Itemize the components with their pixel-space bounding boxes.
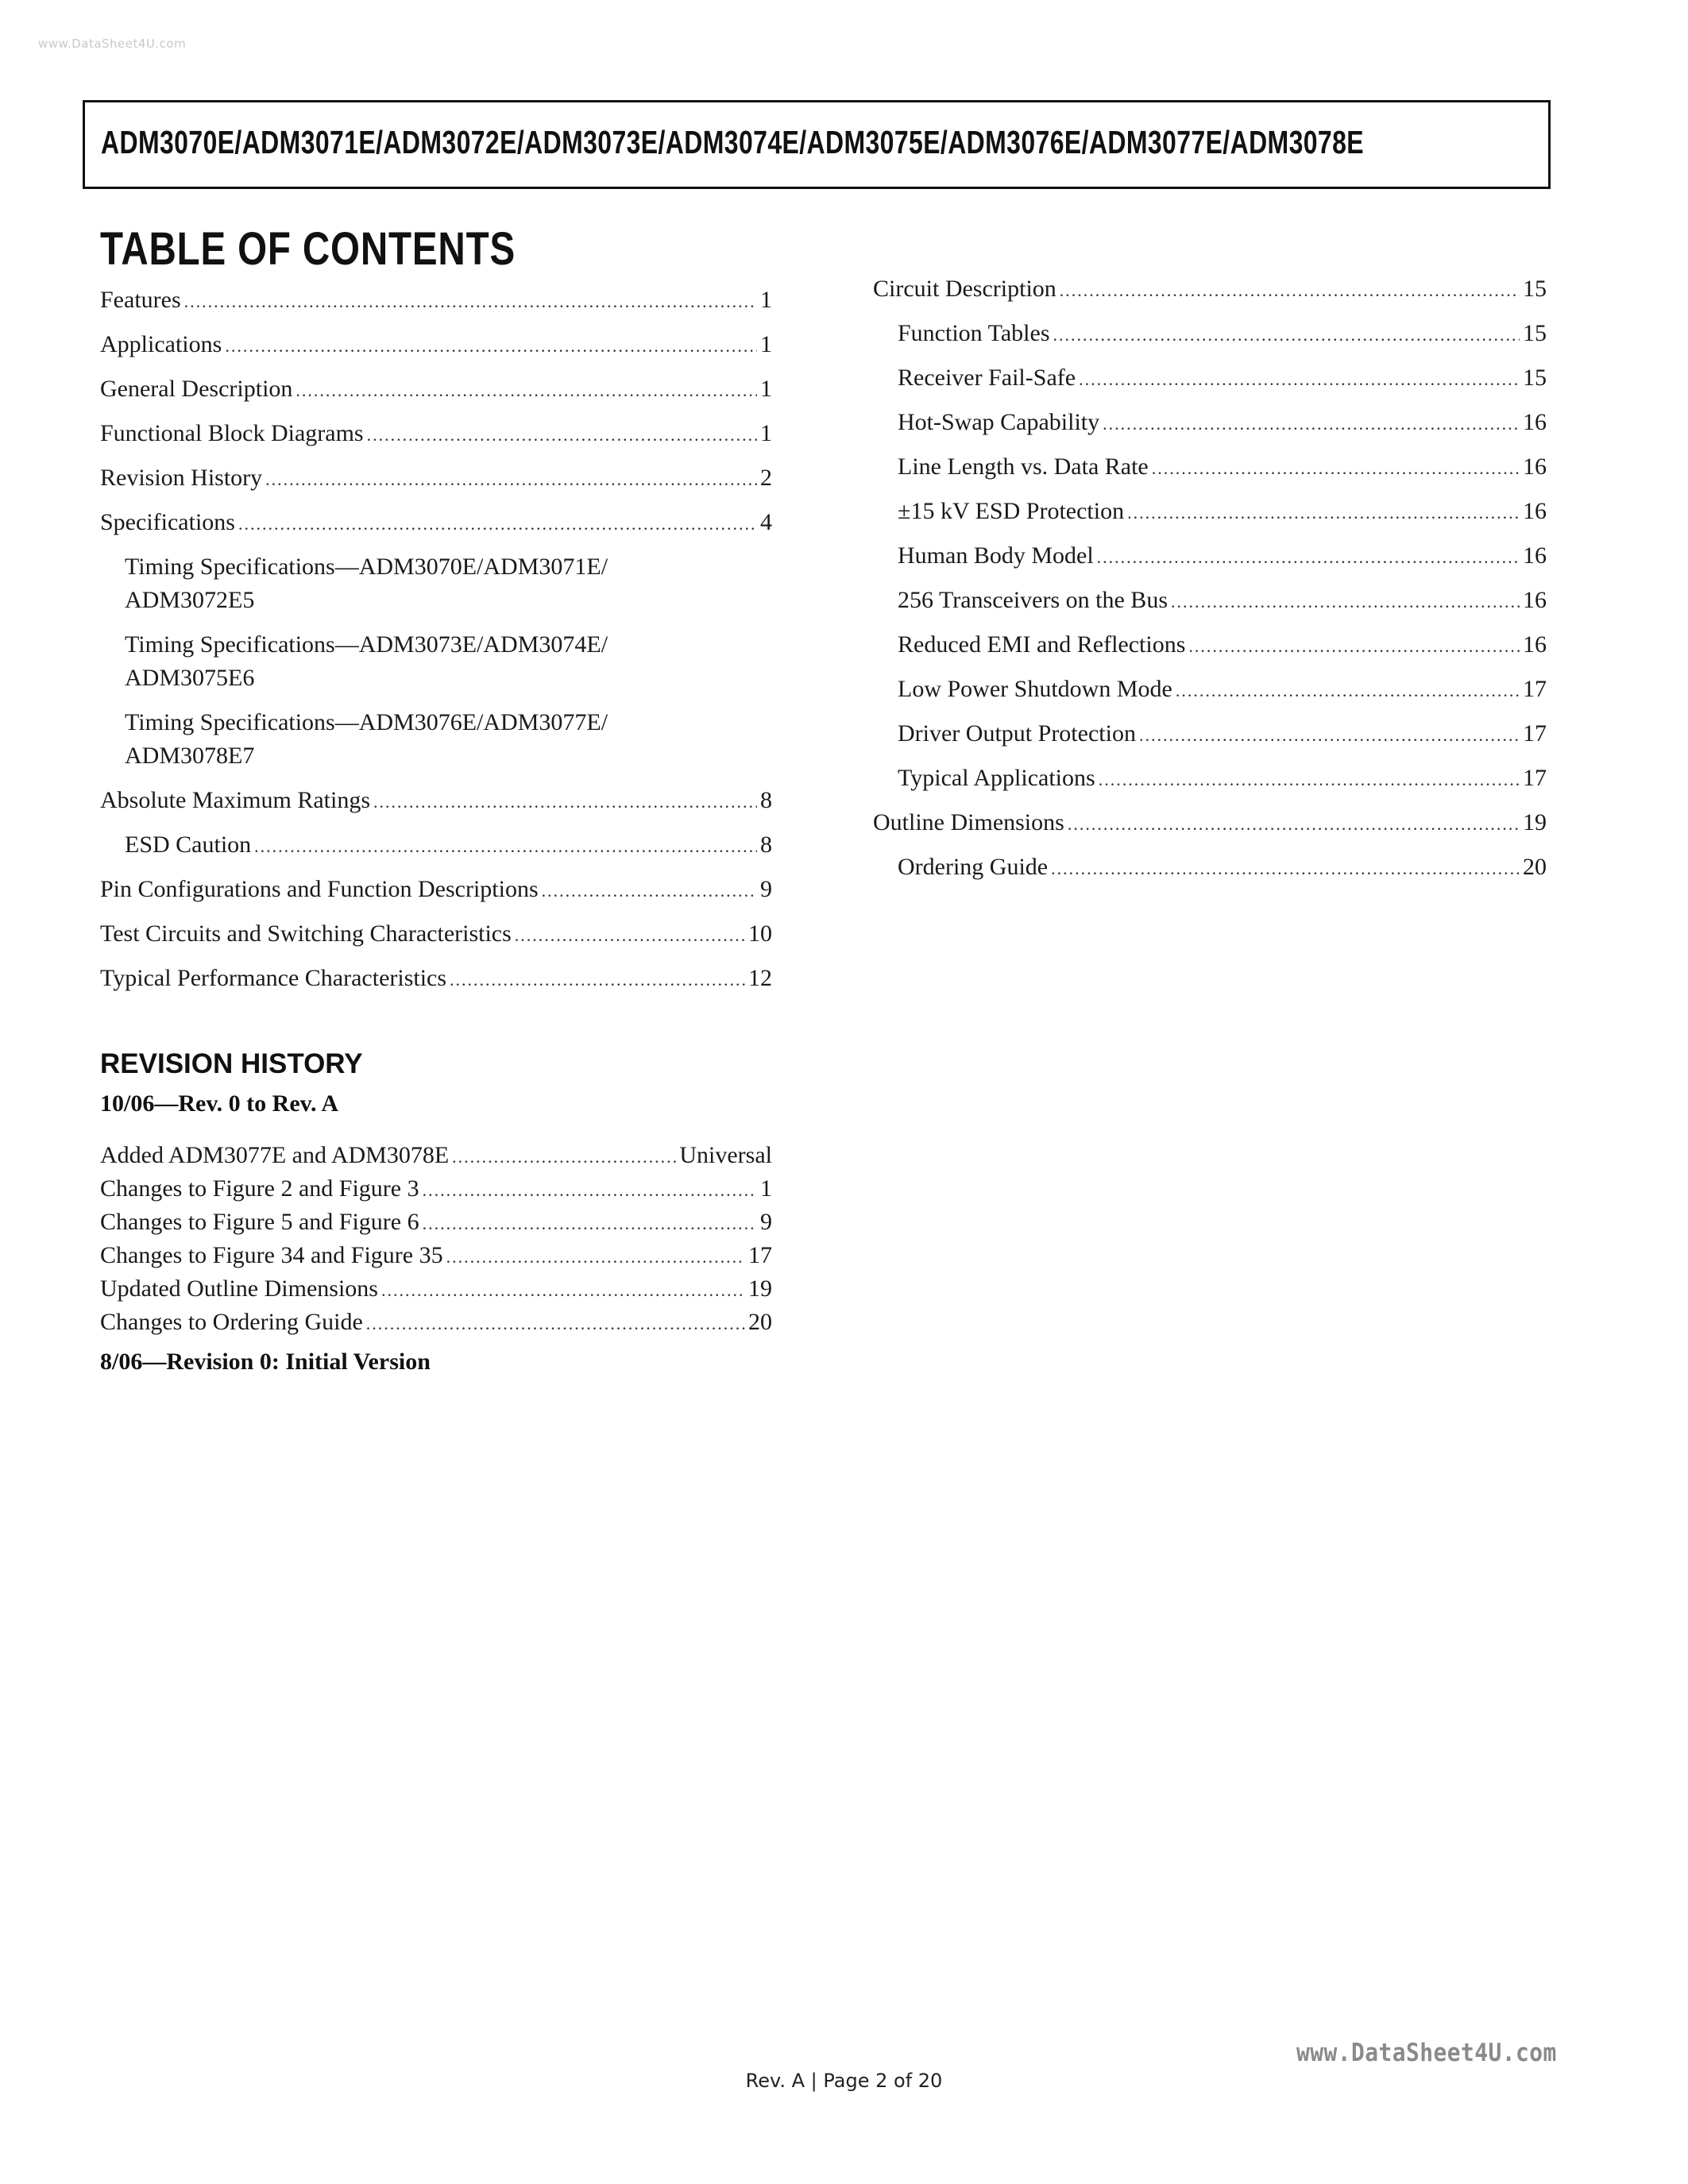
toc-entry[interactable]: Driver Output Protection ..... 17	[873, 717, 1547, 751]
revision-a-heading: 10/06—Rev. 0 to Rev. A	[100, 1090, 338, 1117]
toc-entry[interactable]: ±15 kV ESD Protection ..... 16	[873, 495, 1547, 528]
toc-entry[interactable]: General Description ..... 1	[100, 372, 772, 406]
revision-0-heading: 8/06—Revision 0: Initial Version	[100, 1349, 431, 1375]
toc-entry[interactable]: Reduced EMI and Reflections ..... 16	[873, 628, 1547, 662]
document-header	[83, 100, 1551, 189]
toc-entry[interactable]: Pin Configurations and Function Descriptions ..... 9	[100, 873, 772, 906]
revision-item: Changes to Figure 34 and Figure 35 ..... 17	[100, 1239, 772, 1272]
toc-title: TABLE OF CONTENTS	[100, 223, 516, 275]
toc-entry[interactable]: Timing Specifications—ADM3073E/ADM3074E/ ADM3075E 6	[125, 631, 608, 691]
toc-entry[interactable]: Hot-Swap Capability ..... 16	[873, 406, 1547, 439]
revision-item: Changes to Figure 2 and Figure 3 ..... 1	[100, 1172, 772, 1206]
revision-item: Changes to Ordering Guide ..... 20	[100, 1306, 772, 1339]
header-title: ADM3070E/ADM3071E/ADM3072E/ADM3073E/ADM3074E/ADM3075E/ADM3076E/ADM3077E/ADM3078E	[101, 124, 1365, 160]
revision-history-heading: REVISION HISTORY	[100, 1048, 363, 1079]
watermark-bottom[interactable]: www.DataSheet4U.com	[1296, 2039, 1557, 2067]
toc-entry[interactable]: Ordering Guide ..... 20	[873, 851, 1547, 884]
toc-entry[interactable]: Applications ..... 1	[100, 328, 772, 361]
toc-entry[interactable]: Typical Applications ..... 17	[873, 762, 1547, 795]
toc-left-column	[100, 284, 772, 1006]
toc-entry[interactable]: Timing Specifications—ADM3076E/ADM3077E/ ADM3078E 7	[125, 709, 608, 769]
toc-entry[interactable]: Functional Block Diagrams ..... 1	[100, 417, 772, 450]
toc-entry[interactable]: 256 Transceivers on the Bus ..... 16	[873, 584, 1547, 617]
revision-item: Updated Outline Dimensions ..... 19	[100, 1272, 772, 1306]
toc-entry[interactable]: Low Power Shutdown Mode ..... 17	[873, 673, 1547, 706]
toc-entry[interactable]: Features ..... 1	[100, 284, 772, 317]
revision-list	[100, 1139, 772, 1339]
watermark-top: www.DataSheet4U.com	[38, 37, 187, 51]
page-footer: Rev. A | Page 2 of 20	[745, 2070, 943, 2092]
toc-entry[interactable]: Typical Performance Characteristics ..... 12	[100, 962, 772, 995]
toc-right-column	[873, 272, 1547, 895]
toc-entry[interactable]: Timing Specifications—ADM3070E/ADM3071E/ ADM3072E 5	[125, 554, 608, 613]
toc-entry[interactable]: Specifications ..... 4	[100, 506, 772, 539]
toc-entry[interactable]: Outline Dimensions ..... 19	[873, 806, 1547, 839]
toc-entry[interactable]: Test Circuits and Switching Characteristics ..... 10	[100, 917, 772, 951]
toc-entry[interactable]: Function Tables ..... 15	[873, 317, 1547, 350]
revision-item: Changes to Figure 5 and Figure 6 ..... 9	[100, 1206, 772, 1239]
toc-entry[interactable]: Receiver Fail-Safe ..... 15	[873, 361, 1547, 395]
revision-item: Added ADM3077E and ADM3078E ..... Universal	[100, 1139, 772, 1172]
toc-entry[interactable]: Line Length vs. Data Rate ..... 16	[873, 450, 1547, 484]
toc-entry[interactable]: Circuit Description ..... 15	[873, 272, 1547, 306]
toc-entry[interactable]: Human Body Model ..... 16	[873, 539, 1547, 573]
toc-entry[interactable]: ESD Caution ..... 8	[100, 828, 772, 862]
toc-entry[interactable]: Absolute Maximum Ratings ..... 8	[100, 784, 772, 817]
toc-entry[interactable]: Revision History ..... 2	[100, 461, 772, 495]
